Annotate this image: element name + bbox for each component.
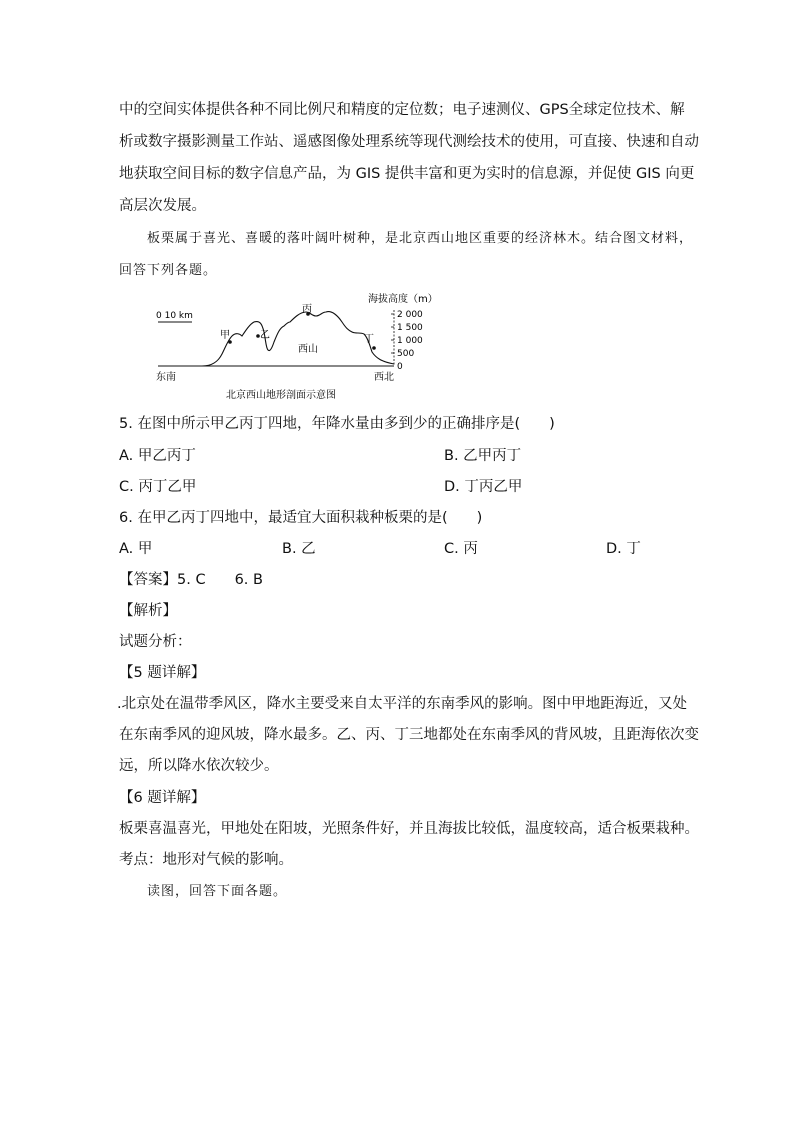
q6-option-b: B. 乙: [282, 541, 316, 557]
intro-line-1: 中的空间实体提供各种不同比例尺和精度的定位数；电子速测仪、GPS全球定位技术、解: [119, 102, 685, 118]
figure-tick-label-0: 0: [397, 362, 403, 372]
figure-point-label-ding: 丁: [364, 334, 374, 345]
passage-line-1: 板栗属于喜光、喜暖的落叶阔叶树种，是北京西山地区重要的经济林木。结合图文材料，: [147, 231, 694, 246]
figure-point-label-jia: 甲: [220, 330, 230, 341]
figure-tick-label-1000: 1 000: [397, 336, 423, 346]
intro-line-4: 高层次发展。: [119, 198, 206, 214]
q5-option-b: B. 乙甲丙丁: [444, 448, 522, 464]
figure-caption: 北京西山地形剖面示意图: [226, 390, 336, 401]
figure-axis-title: 海拔高度（m）: [368, 294, 438, 305]
figure-point-label-yi: 乙: [260, 330, 270, 341]
answer-label: 【答案】5. C 6. B: [119, 572, 263, 588]
q5-detail-line-2: 在东南季风的迎风坡，降水最多。乙、丙、丁三地都处在东南季风的背风坡，且距海依次变: [119, 727, 699, 743]
figure-scale-label: 0 10 km: [156, 311, 193, 321]
analysis-intro: 试题分析：: [119, 634, 192, 650]
q5-detail-line-3: 远，所以降水依次较少。: [119, 758, 279, 774]
figure-right-label: 西北: [374, 372, 394, 383]
q6-detail-line-2: 考点：地形对气候的影响。: [119, 852, 293, 868]
figure-terrain-profile: [158, 312, 394, 366]
q6-option-d: D. 丁: [606, 541, 641, 557]
q5-detail-line-1: .北京处在温带季风区，降水主要受来自太平洋的东南季风的影响。图中甲地距海近，又处: [117, 696, 688, 712]
q5-stem: 5. 在图中所示甲乙丙丁四地，年降水量由多到少的正确排序是( ): [119, 416, 555, 432]
q6-detail-line-1: 板栗喜温喜光，甲地处在阳坡，光照条件好，并且海拔比较低，温度较高，适合板栗栽种。: [119, 821, 699, 837]
intro-line-2: 析或数字摄影测量工作站、遥感图像处理系统等现代测绘技术的使用，可直接、快速和自动: [119, 134, 699, 150]
figure-tick-label-1500: 1 500: [397, 323, 423, 333]
figure-mountain-label: 西山: [298, 344, 318, 355]
terrain-profile-figure: [150, 290, 450, 405]
figure-point-label-bing: 丙: [302, 304, 312, 315]
q5-option-c: C. 丙丁乙甲: [119, 479, 197, 495]
passage-line-2: 回答下列各题。: [119, 263, 218, 278]
figure-tick-label-2000: 2 000: [397, 310, 423, 320]
q5-option-a: A. 甲乙丙丁: [119, 448, 196, 464]
figure-tick-label-500: 500: [397, 349, 415, 359]
q6-stem: 6. 在甲乙丙丁四地中，最适宜大面积栽种板栗的是( ): [119, 510, 483, 526]
q6-option-a: A. 甲: [119, 541, 153, 557]
q5-detail-heading: 【5 题详解】: [119, 665, 206, 681]
next-instruction: 读图，回答下面各题。: [147, 884, 288, 899]
q6-detail-heading: 【6 题详解】: [119, 790, 206, 806]
q6-option-c: C. 丙: [444, 541, 478, 557]
figure-left-label: 东南: [156, 372, 176, 383]
q5-option-d: D. 丁丙乙甲: [444, 479, 523, 495]
analysis-heading: 【解析】: [119, 603, 177, 619]
intro-line-3: 地获取空间目标的数字信息产品，为 GIS 提供丰富和更为实时的信息源，并促使 GIS 向更: [119, 166, 695, 182]
figure-point-ding: [372, 346, 376, 350]
